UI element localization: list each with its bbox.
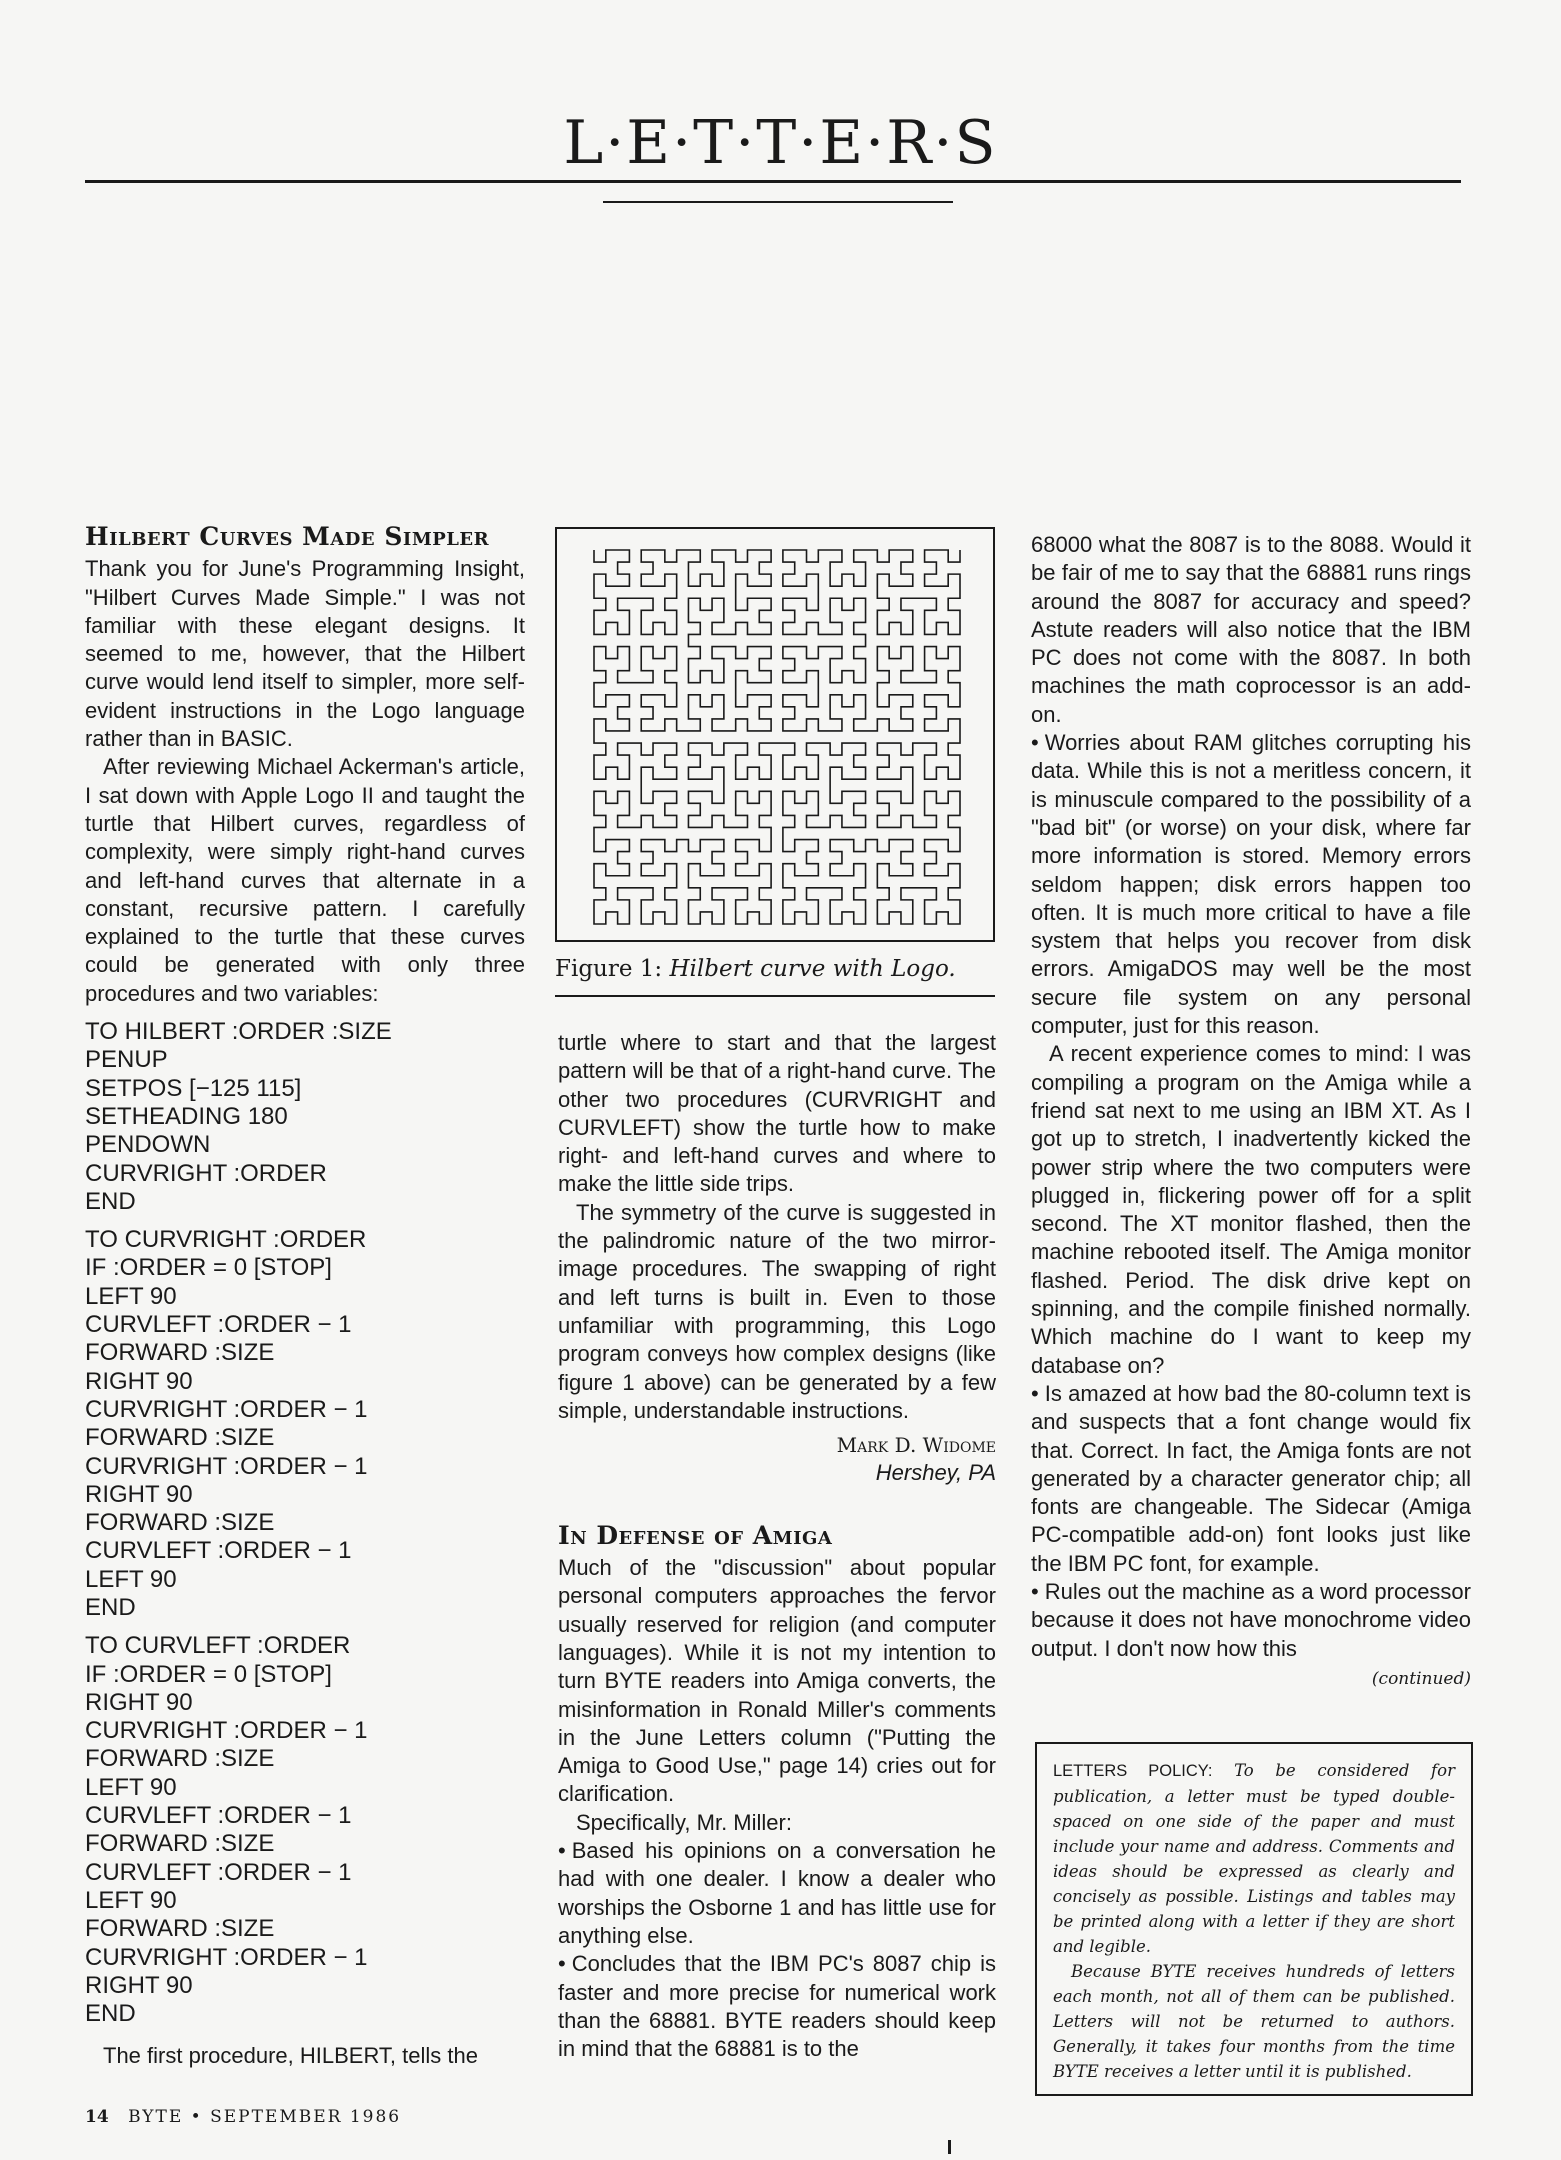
letter1-heading: Hilbert Curves Made Simpler <box>85 522 490 551</box>
letter2-paragraph: Specifically, Mr. Miller: <box>576 1809 792 1835</box>
figure-title: Hilbert curve with Logo. <box>669 956 956 982</box>
code-line: CURVRIGHT :ORDER − 1 <box>85 1395 368 1423</box>
figure-caption <box>555 956 956 982</box>
code-line: LEFT 90 <box>85 1886 177 1914</box>
code-line: CURVLEFT :ORDER − 1 <box>85 1802 352 1830</box>
letter1-paragraph-cont: turtle where to start and that the largest pattern will be that of a right-hand curve. The other two procedures (CURVRIGHT and CURVLEFT) show the turtle how to make right- and left-hand curves and where to make the little side trips. <box>558 1030 996 1197</box>
policy-text: To be considered for publication, a letter must be typed double-spaced on one side of the paper and must include your name and address. Comments and ideas should be expressed as clearly and concisely as possible. Listings and tables may be printed along with a letter if they are short and legible. <box>1053 1761 1455 1956</box>
signature-name: Mark D. Widome <box>836 1433 996 1458</box>
issue-date: SEPTEMBER 1986 <box>210 2107 402 2127</box>
magazine-name: BYTE <box>128 2107 184 2127</box>
column-1 <box>85 523 525 2071</box>
code-line: CURVRIGHT :ORDER <box>85 1159 327 1187</box>
continued-note: (continued) <box>1371 1668 1471 1689</box>
code-line: CURVRIGHT :ORDER − 1 <box>85 1452 368 1480</box>
code-line: IF :ORDER = 0 [STOP] <box>85 1254 332 1282</box>
section-title: L·E·T·T·E·R·S <box>563 108 998 178</box>
letter2-bullet: • Based his opinions on a conversation he had with one dealer. I know a dealer who worships the Osborne 1 and has little use for anything else. <box>558 1837 996 1950</box>
code-line: RIGHT 90 <box>85 1480 193 1508</box>
code-line: IF :ORDER = 0 [STOP] <box>85 1660 332 1688</box>
code-line: END <box>85 1187 136 1215</box>
code-line: PENUP <box>85 1046 168 1074</box>
code-line: FORWARD :SIZE <box>85 1830 275 1858</box>
header-rule <box>85 180 1461 183</box>
code-line: END <box>85 1593 136 1621</box>
code-line: CURVLEFT :ORDER − 1 <box>85 1311 352 1339</box>
code-line: FORWARD :SIZE <box>85 1339 275 1367</box>
code-line: FORWARD :SIZE <box>85 1745 275 1773</box>
code-line: FORWARD :SIZE <box>85 1915 275 1943</box>
figure-label: Figure 1: <box>555 956 663 982</box>
code-line: CURVRIGHT :ORDER − 1 <box>85 1717 368 1745</box>
code-line: CURVRIGHT :ORDER − 1 <box>85 1943 368 1971</box>
code-line: CURVLEFT :ORDER − 1 <box>85 1537 352 1565</box>
letter2-bullet: • Rules out the machine as a word processor because it does not have monochrome video output. I don't now how this <box>1031 1578 1471 1663</box>
code-line: LEFT 90 <box>85 1282 177 1310</box>
code-line: FORWARD :SIZE <box>85 1509 275 1537</box>
page-number: 14 <box>85 2107 109 2127</box>
hilbert-curve-figure <box>590 546 964 928</box>
print-mark <box>948 2140 951 2154</box>
hilbert-curve-path <box>594 550 960 924</box>
code-line: CURVLEFT :ORDER − 1 <box>85 1858 352 1886</box>
figure-1 <box>555 527 995 942</box>
letter1-paragraph <box>85 2042 525 2070</box>
letter2-bullet: • Worries about RAM glitches corrupting his data. While this is not a meritless concern, it is minuscule compared to the possibility of a "bad bit" (or worse) on your disk, where far more information is stored. Memory errors seldom happen; disk errors happen too often. It is much more critical to have a file system that helps you recover from disk errors. AmigaDOS may well be the most secure file system on any personal computer, just for this reason. <box>1031 729 1471 1040</box>
code-line: RIGHT 90 <box>85 1971 193 1999</box>
letter1-paragraph: Thank you for June's Programming Insight, "Hilbert Curves Made Simple." I was not familiar with these elegant designs. It seemed to me, however, that the Hilbert curve would lend itself to simpler, more self-evident instructions in the Logo language rather than in BASIC. <box>85 556 525 752</box>
letter2-paragraph: Much of the "discussion" about popular personal computers approaches the fervor usually reserved for religion (and computer languages). While it is not my intention to turn BYTE readers into Amiga converts, the misinformation in Ronald Miller's comments in the June Letters column ("Putting the Amiga to Good Use," page 14) cries out for clarification. <box>558 1555 996 1807</box>
letter2-bullet: • Is amazed at how bad the 80-column text is and suspects that a font change would fix that. Correct. In fact, the Amiga fonts are not generated by a character generator chip; all fonts are changeable. The Sidecar (Amiga PC-compatible add-on) font looks just like the IBM PC font, for example. <box>1031 1380 1471 1578</box>
code-line: LEFT 90 <box>85 1773 177 1801</box>
code-line: PENDOWN <box>85 1131 211 1159</box>
footer-separator: • <box>190 2107 203 2127</box>
code-line: FORWARD :SIZE <box>85 1424 275 1452</box>
code-line: RIGHT 90 <box>85 1688 193 1716</box>
policy-paragraph: Because BYTE receives hundreds of letters each month, not all of them can be published. Letters will not be returned to authors. Generally, it takes four months from the time BYTE receives a letter until it is published. <box>1053 1962 1455 2081</box>
column-3 <box>1031 531 1471 1693</box>
letter2-bullet: • Concludes that the IBM PC's 8087 chip is faster and more precise for numerical work than the 68881. BYTE readers should keep in mind that the 68881 is to the <box>558 1950 996 2063</box>
page-footer <box>85 2107 401 2127</box>
letter1-paragraph: After reviewing Michael Ackerman's article, I sat down with Apple Logo II and taught the turtle that Hilbert curves, regardless of complexity, were simply right-hand curves and left-hand curves that alternate in a constant, recursive pattern. I carefully explained to the turtle that these curves could be generated with only three procedures and two variables: <box>85 754 525 1006</box>
letter2-paragraph: A recent experience comes to mind: I was compiling a program on the Amiga while a friend sat next to me using an IBM XT. As I got up to stretch, I inadvertently kicked the power strip where the two computers were plugged in, flickering power off for a split second. The XT monitor flashed, then the machine rebooted itself. The Amiga monitor flashed. Period. The disk drive kept on spinning, and the compile finished normally. Which machine do I want to keep my database on? <box>1031 1041 1471 1378</box>
letter2-bullet-cont: 68000 what the 8087 is to the 8088. Would it be fair of me to say that the 68881 runs rings around the 8087 for accuracy and speed? Astute readers will also notice that the IBM PC does not come with the 8087. In both machines the math coprocessor is an add-on. <box>1031 532 1471 727</box>
code-line: TO HILBERT :ORDER :SIZE <box>85 1018 392 1046</box>
policy-lead: LETTERS POLICY: <box>1053 1762 1213 1780</box>
code-line: TO CURVRIGHT :ORDER <box>85 1226 367 1254</box>
letter1-p3-start: The first procedure, HILBERT, tells the <box>103 2043 478 2069</box>
code-line: RIGHT 90 <box>85 1367 193 1395</box>
policy-paragraph <box>1053 1758 1455 1959</box>
code-line: TO CURVLEFT :ORDER <box>85 1632 351 1660</box>
figure-rule <box>555 995 995 997</box>
letters-policy-box <box>1035 1742 1473 2096</box>
code-line: END <box>85 2000 136 2028</box>
title-underline <box>603 201 953 203</box>
code-line: SETHEADING 180 <box>85 1102 288 1130</box>
code-line: LEFT 90 <box>85 1565 177 1593</box>
code-block-curvleft <box>85 1632 525 2028</box>
code-block-curvright <box>85 1226 525 1622</box>
letter2-heading: In Defense of Amiga <box>558 1520 833 1550</box>
column-2 <box>558 1029 996 2063</box>
code-line: SETPOS [−125 115] <box>85 1074 302 1102</box>
signature-place: Hershey, PA <box>875 1460 996 1486</box>
code-block-hilbert <box>85 1018 525 1216</box>
letter1-paragraph: The symmetry of the curve is suggested in the palindromic nature of the two mirror-image procedures. The swapping of right and left turns is built in. Even to those unfamiliar with programming, this Logo program conveys how complex designs (like figure 1 above) can be generated by a few simple, understandable instructions. <box>558 1199 996 1423</box>
